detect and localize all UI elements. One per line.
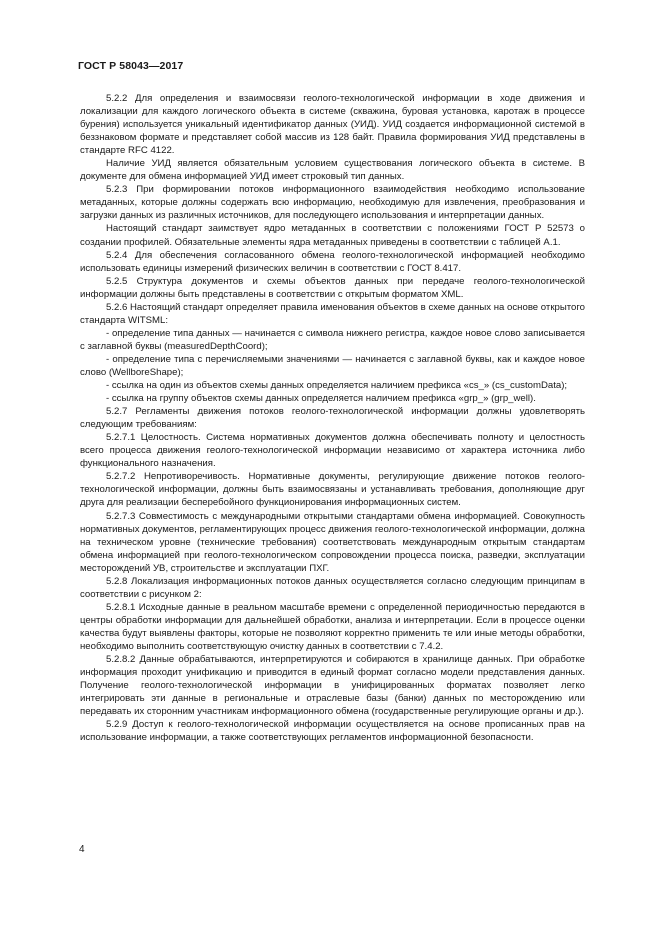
paragraph-5-2-7-3: 5.2.7.3 Совместимость с международными открытыми стандартами обмена информацией. Совокупность нормативных документов, регламентирующих процесс движения геолого-технологической информации, должна на техническом уровне (технические требования) соответствовать международным открытым стандартам обмена информацией при геолого-технологическом сопровождении процесса поиска, разведки, эксплуатации месторождений УВ, строительстве и эксплуатации ПХГ. (80, 510, 585, 574)
list-item-enum-type: - определение типа с перечисляемыми значениями — начинается с заглавной буквы, как и каждое новое слово (WellboreShape); (80, 353, 585, 378)
paragraph-5-2-8-2: 5.2.8.2 Данные обрабатываются, интерпретируются и собираются в хранилище данных. При обработке информация проходит унификацию и приводится в единый формат согласно модели представления данных. Получение геолого-технологической информации в унифицированных форматах позволяет легко интегрировать эти данные в региональные и отраслевые базы (банки) данных по месторождению или передавать их сторонним участникам информационного обмена (государственные регулирующие органы и др.). (80, 654, 585, 718)
paragraph-5-2-8: 5.2.8 Локализация информационных потоков данных осуществляется согласно следующим принципам в соответствии с рисунком 2: (80, 575, 585, 600)
paragraph-metadata-core: Настоящий стандарт заимствует ядро метаданных в соответствии с положениями ГОСТ Р 52573 о создании профилей. Обязательные элементы ядра метаданных приведены в соответствии с таблицей А.1. (80, 223, 585, 248)
paragraph-5-2-2: 5.2.2 Для определения и взаимосвязи геолого-технологической информации в ходе движения и локализации для каждого логического объекта в системе (скважина, буровая установка, каротаж в процессе бурения) используется уникальный идентификатор данных (УИД). УИД создается информационной системой в беззнаковом формате и представляет собой массив из 128 байт. Правила формирования УИД представлены в стандарте RFC 4122. (80, 93, 585, 157)
paragraph-5-2-7-1: 5.2.7.1 Целостность. Система нормативных документов должна обеспечивать полноту и целостность всего процесса движения геолого-технологической информации независимо от характера источника либо функционального назначения. (80, 432, 585, 470)
paragraph-5-2-4: 5.2.4 Для обеспечения согласованного обмена геолого-технологической информацией необходимо использовать единицы измерений физических величин в соответствии с ГОСТ 8.417. (80, 249, 585, 274)
document-header: ГОСТ Р 58043—2017 (78, 60, 184, 72)
paragraph-5-2-7: 5.2.7 Регламенты движения потоков геолого-технологической информации должны удовлетворять следующим требованиям: (80, 406, 585, 431)
list-item-data-type: - определение типа данных — начинается с символа нижнего регистра, каждое новое слово записывается с заглавной буквы (measuredDepthCoord); (80, 327, 585, 352)
list-item-group-ref: - ссылка на группу объектов схемы данных определяется наличием префикса «grp_» (grp_well). (106, 393, 536, 405)
paragraph-5-2-7-2: 5.2.7.2 Непротиворечивость. Нормативные документы, регулирующие движение потоков геолого-технологической информации, должны быть взаимосвязаны и устанавливать требования, дополняющие друг друга для реализации бесперебойного функционирования информационных систем. (80, 471, 585, 509)
paragraph-5-2-6: 5.2.6 Настоящий стандарт определяет правила именования объектов в схеме данных на основе открытого стандарта WITSML: (80, 301, 586, 326)
paragraph-5-2-8-1: 5.2.8.1 Исходные данные в реальном масштабе времени с определенной периодичностью передаются в центры обработки информации для дальнейшей обработки, анализа и интерпретации. Если в процессе оценки качества будут выявлены факторы, которые не позволяют корректно применить те или иные методы обработки, необходимо выполнить соответствующую очистку данных в соответствии с 7.4.2. (80, 601, 585, 652)
paragraph-5-2-5: 5.2.5 Структура документов и схемы объектов данных при передаче геолого-технологической информации должны быть представлены в соответствии с открытым форматом XML. (80, 275, 585, 300)
list-item-object-ref: - ссылка на один из объектов схемы данных определяется наличием префикса «cs_» (cs_customData); (106, 380, 568, 392)
paragraph-uid-note: Наличие УИД является обязательным условием существования логического объекта в системе. В документе для обмена информацией УИД имеет строковый тип данных. (80, 158, 585, 183)
document-body (80, 92, 585, 744)
paragraph-5-2-9: 5.2.9 Доступ к геолого-технологической информации осуществляется на основе прописанных прав на использование информации, а также соответствующих регламентов информационной безопасности. (80, 719, 585, 744)
page-number: 4 (79, 844, 85, 855)
paragraph-5-2-3: 5.2.3 При формировании потоков информационного взаимодействия необходимо использование метаданных, которые должны содержать всю информацию, необходимую для извлечения, преобразования и загрузки данных из различных источников, для последующего использования и интерпретации данных. (80, 184, 585, 222)
